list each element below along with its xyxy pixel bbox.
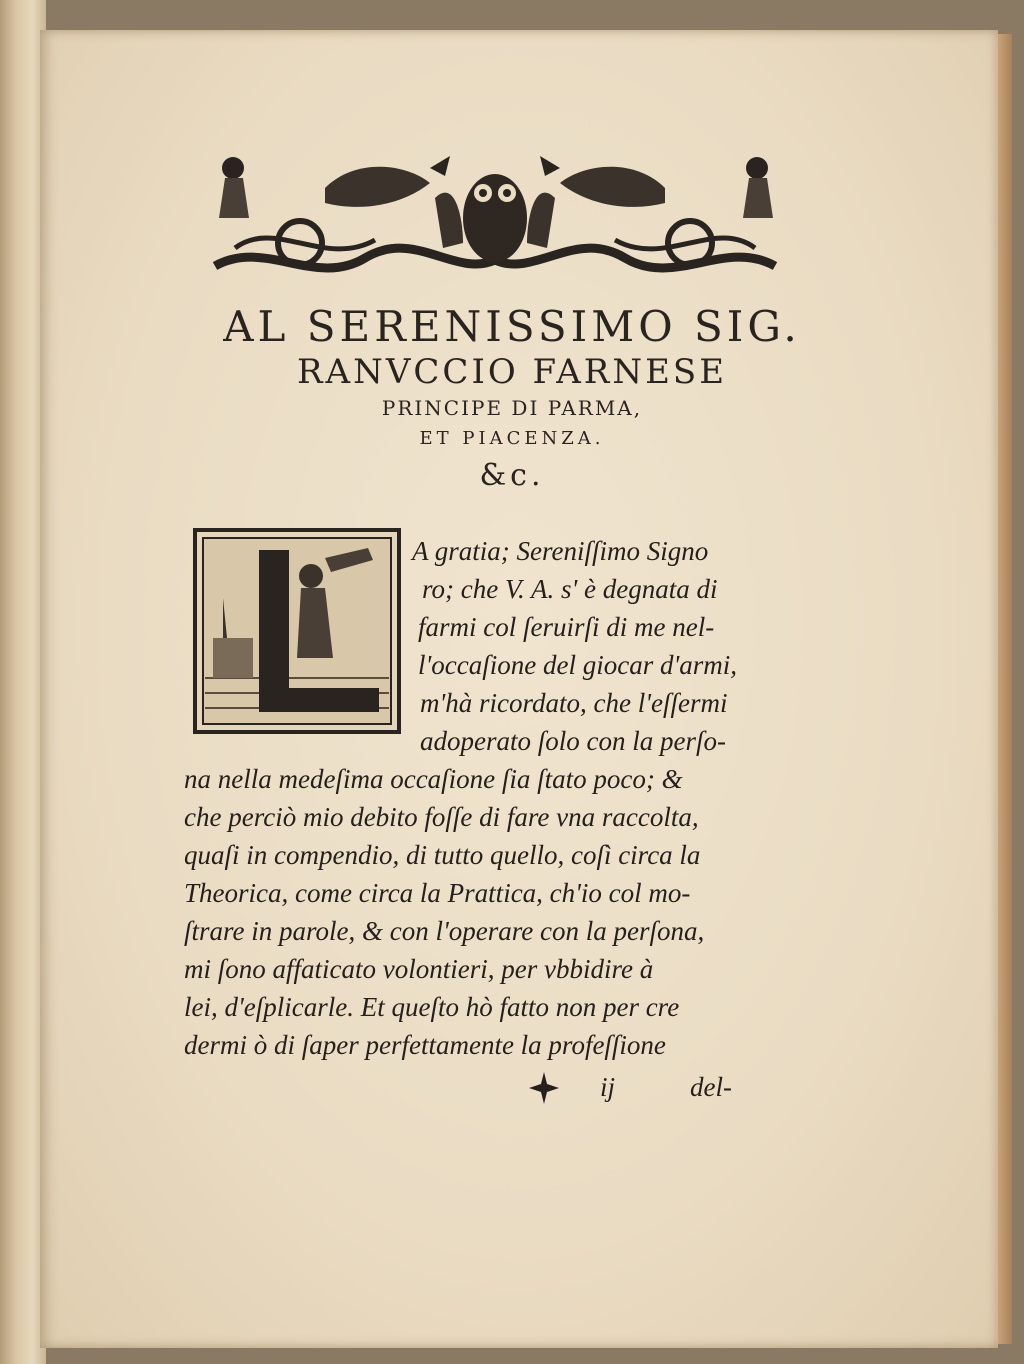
text-line-10: Theorica, come circa la Prattica, ch'io col mo- [184, 878, 691, 908]
title-line-2: RANVCCIO FARNESE [296, 352, 728, 392]
text-line-1: A gratia; Sereniſſimo Signo [412, 536, 709, 566]
text-line-11: ſtrare in parole, & con l'operare con la perſona, [184, 916, 705, 946]
text-line-7: na nella medeſima occaſione ſia ſtato poco; & [184, 764, 683, 794]
title-line-4: ET PIACENZA. [419, 428, 605, 449]
text-line-13: lei, d'eſplicarle. Et queſto hò fatto non per cre [184, 992, 680, 1022]
text-line-4: l'occaſione del giocar d'armi, [418, 650, 737, 680]
headpiece-ornament [205, 148, 785, 286]
signature-mark: ij [600, 1072, 616, 1102]
text-line-14: dermi ò di ſaper perfettamente la profeſſione [184, 1030, 666, 1060]
fleuron-icon [527, 1070, 561, 1106]
text-line-9: quaſi in compendio, di tutto quello, coſì circa la [184, 840, 701, 870]
text-line-2: ro; che V. A. s' è degnata di [422, 574, 718, 604]
text-line-8: che perciò mio debito foſſe di fare vna raccolta, [184, 802, 699, 832]
title-line-3: PRINCIPE DI PARMA, [381, 396, 643, 420]
text-line-12: mi ſono affaticato volontieri, per vbbidire à [184, 954, 654, 984]
text-line-6: adoperato ſolo con la perſo- [420, 726, 726, 756]
text-line-5: m'hà ricordato, che l'eſſermi [420, 688, 728, 718]
page-edge [998, 34, 1012, 1344]
title-line-1: AL SERENISSIMO SIG. [223, 302, 801, 351]
title-line-5: &c. [479, 458, 545, 493]
text-line-3: farmi col ſeruirſi di me nel- [418, 612, 715, 642]
decorated-initial-l [193, 528, 401, 734]
catchword: del- [690, 1072, 732, 1102]
